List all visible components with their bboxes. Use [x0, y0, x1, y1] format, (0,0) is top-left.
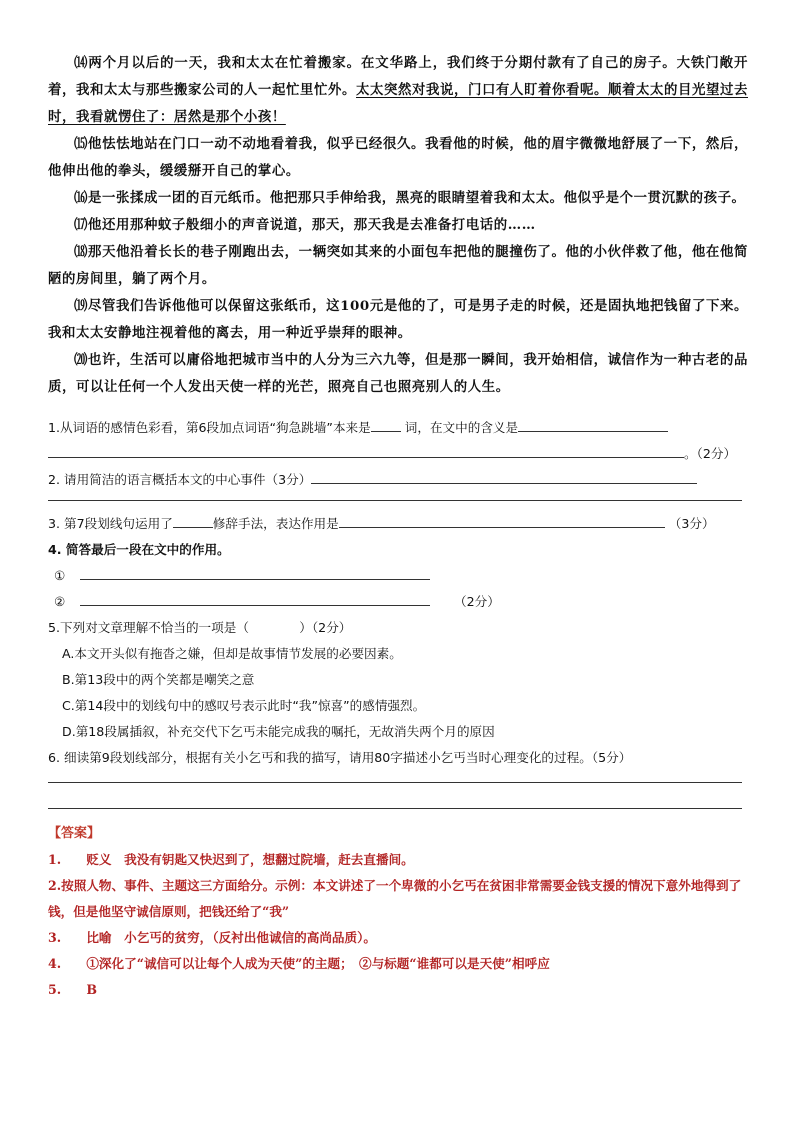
- passage-paragraph-18: ⒅那天他沿着长长的巷子刚跑出去，一辆突如其来的小面包车把他的腿撞伤了。他的小伙伴救了他，他在他简陋的房间里，躺了两个月。: [48, 244, 748, 287]
- question-4: 4. 简答最后一段在文中的作用。: [48, 542, 230, 557]
- passage-paragraph-17: ⒄他还用那种蚊子般细小的声音说道，那天，那天我是去准备打电话的……: [74, 217, 536, 233]
- question-3-prompt: 3. 第7段划线句运用了: [48, 516, 173, 531]
- question-1-prompt: 1.从词语的感情色彩看，第6段加点词语“狗急跳墙”本来是: [48, 420, 371, 435]
- question-4-line-2: [54, 589, 748, 615]
- question-6: 6. 细读第9段划线部分，根据有关小乞丐和我的描写，请用80字描述小乞丐当时心理变化的过程。（5分）: [48, 750, 632, 765]
- question-3-prompt-b: 修辞手法，表达作用是: [212, 516, 339, 531]
- question-4-score: （2分）: [454, 594, 500, 609]
- question-1-prompt-b: 词，在文中的含义是: [404, 420, 519, 435]
- question-1: [48, 415, 748, 441]
- question-3-score: （3分）: [668, 516, 715, 531]
- question-2-blank-a[interactable]: [311, 468, 697, 484]
- answers-title: 【答案】: [48, 826, 101, 841]
- passage-paragraph-19: ⒆尽管我们告诉他他可以保留这张纸币，这100元是他的了，可是男子走的时候，还是固执地把钱留了下来。我和太太安静地注视着他的离去，用一种近乎崇拜的眼神。: [48, 298, 748, 341]
- question-2-answer-line[interactable]: [48, 499, 742, 501]
- question-1-blank-b[interactable]: [518, 416, 668, 432]
- question-6-answer-line-2[interactable]: [48, 807, 742, 809]
- answer-3: 3. 比喻 小乞丐的贫穷，（反衬出他诚信的高尚品质）。: [48, 930, 376, 945]
- question-1-blank-c[interactable]: [48, 442, 684, 458]
- question-4-marker-1: ①: [54, 568, 66, 583]
- passage-paragraph-14: [48, 50, 748, 131]
- question-5-option-c[interactable]: C.第14段中的划线句中的感叹号表示此时“我”惊喜”的感情强烈。: [62, 698, 426, 713]
- question-3-blank-a[interactable]: [173, 512, 213, 528]
- question-4-blank-1[interactable]: [80, 564, 430, 580]
- question-1-line2: [48, 441, 748, 467]
- passage-paragraph-20: ⒇也许，生活可以庸俗地把城市当中的人分为三六九等，但是那一瞬间，我开始相信，诚信作为一种古老的品质，可以让任何一个人发出天使一样的光芒，照亮自己也照亮别人的人生。: [48, 352, 748, 395]
- answer-1: 1. 贬义 我没有钥匙又快迟到了，想翻过院墙，赶去直播间。: [48, 852, 414, 867]
- paragraph-14-underlined: 太太突然对我说，门口有人盯着你看呢。顺着太太的目光望过去时，我看就愣住了：居然是那个小孩！: [48, 82, 748, 125]
- question-4-line-1: [54, 563, 748, 589]
- paragraph-14-text: ⒁两个月以后的一天，我和太太在忙着搬家。在文华路上，我们终于分期付款有了自己的房子。大铁门敞开着，我和太太与那些搬家公司的人一起忙里忙外。: [48, 55, 748, 98]
- question-2: [48, 467, 748, 493]
- question-4-marker-2: ②: [54, 594, 66, 609]
- passage-paragraph-15: ⒂他怯怯地站在门口一动不动地看着我，似乎已经很久。我看他的时候，他的眉宇微微地舒展了一下，然后，他伸出他的拳头，缓缓掰开自己的掌心。: [48, 136, 748, 179]
- passage-paragraph-16: ⒃是一张揉成一团的百元纸币。他把那只手伸给我，黑亮的眼睛望着我和太太。他似乎是个一贯沉默的孩子。: [74, 190, 746, 206]
- question-5-option-b[interactable]: B.第13段中的两个笑都是嘲笑之意: [62, 672, 255, 687]
- answer-2: 2.按照人物、事件、主题这三方面给分。示例：本文讲述了一个卑微的小乞丐在贫困非常需要金钱支援的情况下意外地得到了钱，但是他坚守诚信原则，把钱还给了“我”: [48, 878, 742, 919]
- answer-5: 5. B: [48, 982, 97, 997]
- question-5: 5.下列对文章理解不恰当的一项是（ ）（2分）: [48, 620, 352, 635]
- question-6-answer-line-1[interactable]: [48, 781, 742, 783]
- question-2-prompt: 2. 请用简洁的语言概括本文的中心事件（3分）: [48, 472, 312, 487]
- question-5-option-d[interactable]: D.第18段属插叙，补充交代下乞丐未能完成我的嘱托，无故消失两个月的原因: [62, 724, 495, 739]
- answer-4: 4. ①深化了“诚信可以让每个人成为天使”的主题； ②与标题“谁都可以是天使”相呼应: [48, 956, 550, 971]
- question-3: [48, 511, 748, 537]
- question-3-blank-b[interactable]: [339, 512, 665, 528]
- question-1-score: 。（2分）: [684, 446, 737, 461]
- question-5-option-a[interactable]: A.本文开头似有拖沓之嫌，但却是故事情节发展的必要因素。: [62, 646, 402, 661]
- question-4-blank-2[interactable]: [80, 590, 430, 606]
- exam-page: [48, 50, 748, 1003]
- question-1-blank-a[interactable]: [371, 416, 401, 432]
